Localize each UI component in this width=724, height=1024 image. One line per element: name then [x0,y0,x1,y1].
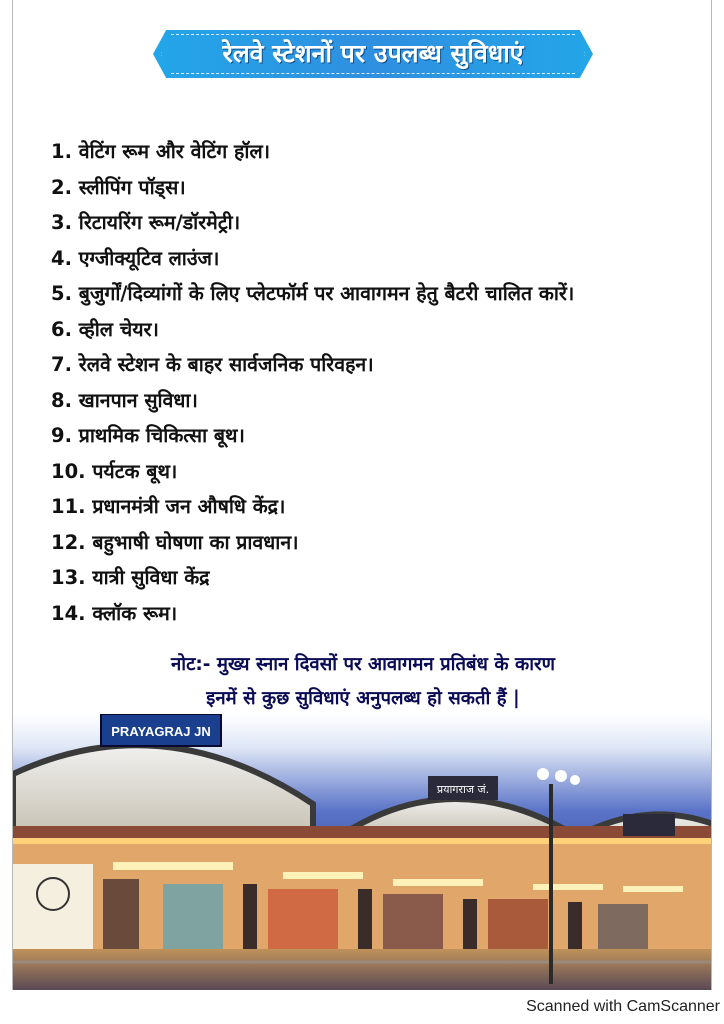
list-item: 1. वेटिंग रूम और वेटिंग हॉल। [51,140,271,163]
list-item: 4. एग्जीक्यूटिव लाउंज। [51,246,220,270]
list-item: 8. खानपान सुविधा। [51,388,198,412]
list-item: 2. स्लीपिंग पॉड्स। [51,175,186,199]
list-item: 6. व्हील चेयर। [51,317,159,341]
note-line: नोट:- मुख्य स्नान दिवसों पर आवागमन प्रतिबंध के कारण [171,654,555,675]
station-sign-hindi [428,776,498,800]
list-item: 12. बहुभाषी घोषणा का प्रावधान। [51,530,299,554]
list-item: 13. यात्री सुविधा केंद्र [51,566,210,589]
station-sign-hindi-label: प्रयागराज जं. [436,783,490,796]
station-sign [101,714,221,746]
list-item: 9. प्राथमिक चिकित्सा बूथ। [51,424,245,447]
title-banner [153,30,593,78]
station-photo [13,714,712,990]
poster [12,0,712,990]
list-item: 7. रेलवे स्टेशन के बाहर सार्वजनिक परिवहन। [51,353,374,376]
note-line: इनमें से कुछ सुविधाएं अनुपलब्ध हो सकती हैं | [206,688,520,709]
note [53,648,673,716]
scanner-watermark: Scanned with CamScanner [526,998,720,1015]
facility-list [51,134,701,631]
list-item: 3. रिटायरिंग रूम/डॉरमेट्री। [51,211,241,234]
list-item: 10. पर्यटक बूथ। [51,459,178,483]
list-item: 14. क्लॉक रूम। [51,601,178,625]
list-item: 11. प्रधानमंत्री जन औषधि केंद्र। [51,495,286,518]
list-item: 5. बुजुर्गों/दिव्यांगों के लिए प्लेटफॉर्म पर आवागमन हेतु बैटरी चालित कारें। [51,282,575,305]
station-sign-label: PRAYAGRAJ JN [111,724,211,739]
page-title: रेलवे स्टेशनों पर उपलब्ध सुविधाएं [222,39,524,68]
